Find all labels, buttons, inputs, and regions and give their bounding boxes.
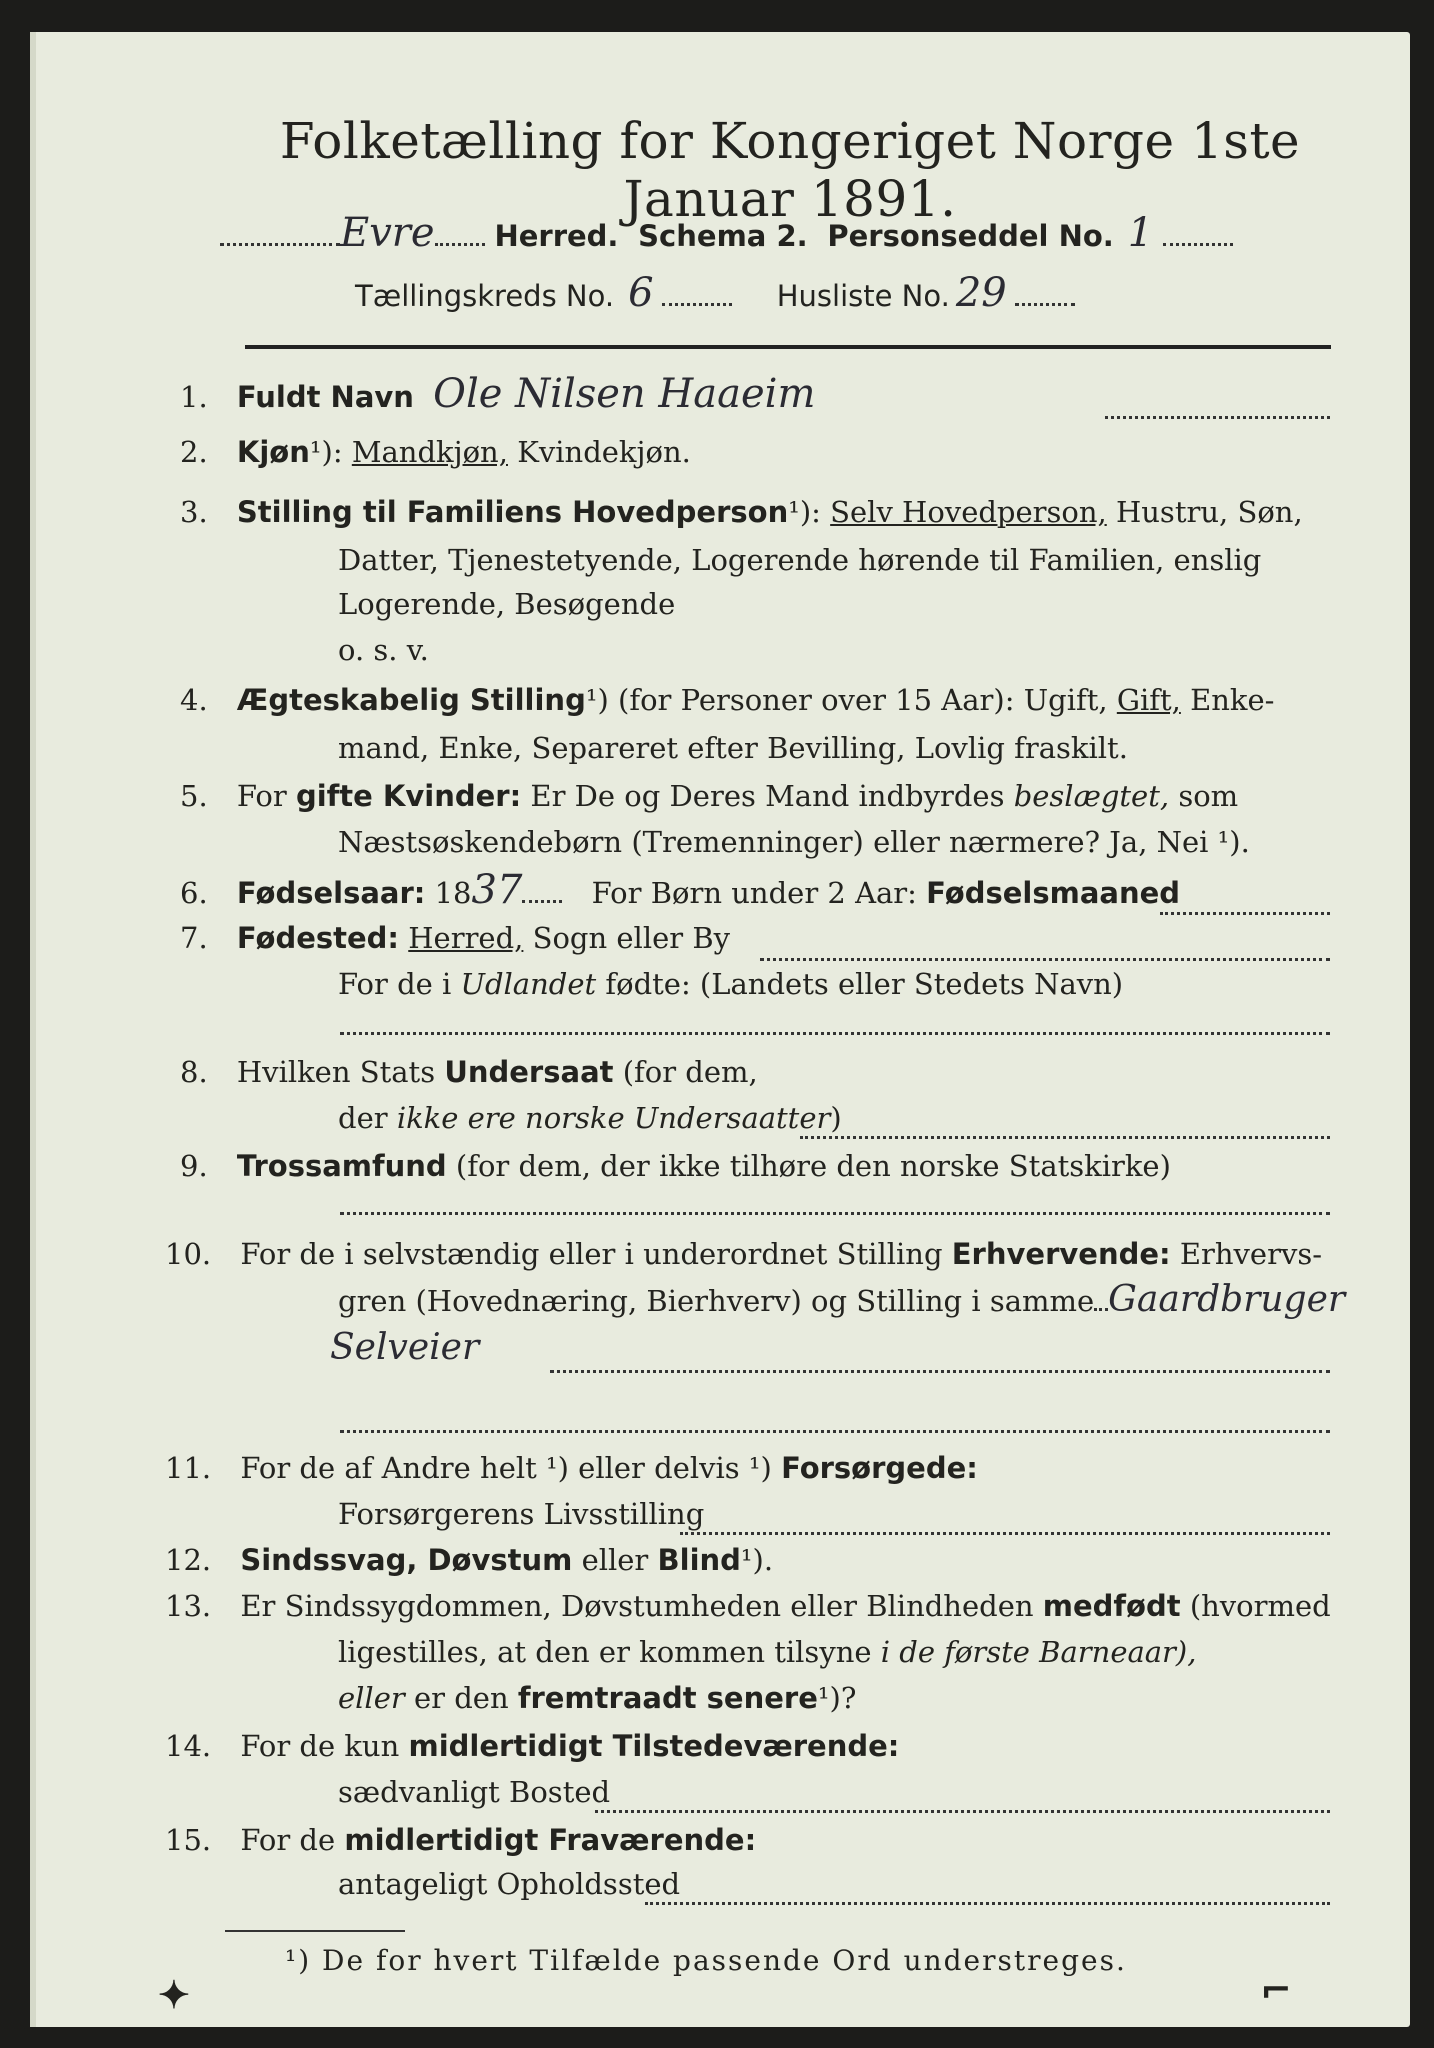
q8-pre: Hvilken Stats — [236, 1055, 436, 1089]
q13-line2a: ligestilles, at den er kommen tilsyne — [338, 1635, 872, 1669]
question-6 — [180, 868, 1180, 915]
q5-pre: For — [236, 779, 287, 813]
question-2 — [180, 430, 691, 474]
question-1 — [180, 372, 815, 419]
q8-post: (for dem, — [622, 1055, 758, 1089]
q7-number: 7. — [180, 921, 208, 955]
question-3 — [180, 490, 1303, 534]
q9-number: 9. — [180, 1149, 208, 1183]
personseddel-label: Personseddel No. — [827, 219, 1114, 253]
q1-label: Fuldt Navn — [236, 380, 414, 414]
q4-post: Enke- — [1190, 683, 1275, 717]
q4-pre: (for Personer over 15 Aar): Ugift, — [618, 683, 1108, 717]
q2-option-kvindekjon: Kvindekjøn. — [517, 435, 691, 469]
q5-line2: Næstsøskendebørn (Tremenninger) eller nærmere? Ja, Nei ¹). — [338, 825, 1250, 859]
footnote: ¹) De for hvert Tilfælde passende Ord understreges. — [285, 1944, 1127, 1977]
q12-number: 12. — [165, 1543, 212, 1577]
q5-text: Er De og Deres Mand indbyrdes — [530, 779, 1005, 813]
schema-label: Schema 2. — [638, 219, 808, 253]
q13-line3c: ¹)? — [817, 1681, 857, 1715]
q3-line3: Logerende, Besøgende — [338, 587, 676, 621]
q7-fill-line — [760, 958, 1330, 961]
q7-line2-italic: Udlandet — [460, 967, 597, 1001]
q8-line2: der ikke ere norske Undersaatter) — [338, 1101, 842, 1135]
q10-line2 — [338, 1278, 1345, 1323]
page-edge — [30, 32, 36, 2027]
form-title: Folketælling for Kongeriget Norge 1ste Januar 1891. — [279, 112, 1301, 228]
q10-line2-text: gren (Hovednæring, Bierhverv) og Stilling i samme — [338, 1284, 1095, 1318]
husliste-value: 29 — [955, 270, 1007, 316]
q8-line2a: der — [338, 1101, 388, 1135]
q10-value-selveier: Selveier — [330, 1327, 480, 1368]
q13-line3-italic: eller — [338, 1681, 405, 1715]
q13-pre: Er Sindssygdommen, Døvstumheden eller Blindheden — [240, 1589, 1034, 1623]
q4-number: 4. — [180, 683, 208, 717]
q8-number: 8. — [180, 1055, 208, 1089]
q9-fill-line — [340, 1212, 1330, 1215]
q13-label: medfødt — [1042, 1589, 1181, 1623]
kreds-label: Tællingskreds No. — [355, 279, 615, 313]
q6-mid: For Børn under 2 Aar: — [591, 876, 917, 910]
header-rule — [245, 345, 1331, 349]
q2-number: 2. — [180, 435, 208, 469]
q8-fill-line — [800, 1136, 1330, 1139]
q12-label2: Blind — [657, 1543, 741, 1577]
q3-line2: Datter, Tjenestetyende, Logerende hørende til Familien, enslig — [338, 543, 1262, 577]
q3-label: Stilling til Familiens Hovedperson — [236, 495, 789, 529]
q10-label: Erhvervende: — [951, 1237, 1171, 1271]
q11-label: Forsørgede: — [781, 1451, 978, 1485]
question-9 — [180, 1144, 1171, 1188]
corner-mark-right: ⌐ — [1260, 1967, 1292, 2012]
q8-label: Undersaat — [444, 1055, 614, 1089]
q13-line3a: er den — [413, 1681, 509, 1715]
q10-fill-line2 — [340, 1430, 1330, 1433]
q11-number: 11. — [165, 1451, 212, 1485]
q6-label: Fødselsaar: — [236, 876, 426, 910]
q15-number: 15. — [165, 1823, 212, 1857]
q7-label: Fødested: — [236, 921, 400, 955]
q10-post: Erhvervs- — [1179, 1237, 1323, 1271]
q5-label: gifte Kvinder: — [295, 779, 522, 813]
herred-row — [220, 210, 1233, 256]
q5-post: som — [1178, 779, 1239, 813]
q14-label: midlertidigt Tilstedeværende: — [408, 1729, 900, 1763]
question-4 — [180, 678, 1274, 722]
footnote-rule — [225, 1930, 405, 1932]
q7-option-herred: Herred, — [408, 921, 524, 955]
q6-number: 6. — [180, 876, 208, 910]
question-11 — [165, 1446, 978, 1490]
q13-line3 — [338, 1676, 856, 1720]
q15-fill-line — [645, 1902, 1330, 1905]
q14-pre: For de kun — [240, 1729, 400, 1763]
question-14 — [165, 1724, 899, 1768]
q14-line2: sædvanligt Bosted — [338, 1775, 611, 1809]
q7-line2b: fødte: (Landets eller Stedets Navn) — [605, 967, 1124, 1001]
q15-line2: antageligt Opholdssted — [338, 1867, 681, 1901]
q6-year-value: 37 — [471, 867, 523, 913]
q14-number: 14. — [165, 1729, 212, 1763]
husliste-label: Husliste No. — [776, 279, 950, 313]
q3-line4: o. s. v. — [338, 633, 429, 667]
q3-options-rest: Hustru, Søn, — [1115, 495, 1303, 529]
q1-name-value: Ole Nilsen Haaeim — [433, 371, 816, 417]
q10-line3 — [330, 1326, 479, 1371]
q7-line2 — [338, 962, 1123, 1006]
q14-fill-line — [595, 1810, 1330, 1813]
question-7 — [180, 916, 730, 960]
q11-line2: Forsørgerens Livsstilling — [338, 1497, 705, 1531]
q13-post: (hvormed — [1189, 1589, 1331, 1623]
q7-rest: Sogn eller By — [532, 921, 731, 955]
q10-fill-line — [550, 1370, 1330, 1373]
q12-mid: eller — [581, 1543, 649, 1577]
q6-fill-line — [1160, 912, 1330, 915]
question-15 — [165, 1818, 756, 1862]
q10-pre: For de i selvstændig eller i underordnet Stilling — [240, 1237, 943, 1271]
q3-sup: ¹): — [788, 495, 821, 529]
q13-number: 13. — [165, 1589, 212, 1623]
herred-value: Evre — [340, 210, 435, 256]
herred-label: Herred. — [494, 219, 619, 253]
q3-option-selv-hovedperson: Selv Hovedperson, — [830, 495, 1107, 529]
q6-label2: Fødselsmaaned — [926, 876, 1181, 910]
q13-line3-bold: fremtraadt senere — [517, 1681, 818, 1715]
q5-italic: beslægtet, — [1013, 779, 1170, 813]
q4-sup: ¹) — [585, 683, 609, 717]
q9-text: (for dem, der ikke tilhøre den norske Statskirke) — [455, 1149, 1171, 1183]
q10-value-gaardbruger: Gaardbruger — [1108, 1279, 1346, 1320]
question-5 — [180, 774, 1238, 818]
q7-fill-line2 — [340, 1032, 1330, 1035]
q2-label: Kjøn — [236, 435, 310, 469]
q11-pre: For de af Andre helt ¹) eller delvis ¹) — [240, 1451, 772, 1485]
q6-year-prefix: 18 — [434, 876, 472, 910]
q13-line2-italic: i de første Barneaar), — [880, 1635, 1197, 1669]
q12-label: Sindssvag, Døvstum — [240, 1543, 573, 1577]
q4-option-gift: Gift, — [1116, 683, 1181, 717]
q4-label: Ægteskabelig Stilling — [236, 683, 586, 717]
kreds-row — [355, 270, 1075, 316]
q8-line2-italic: ikke ere norske Undersaatter — [396, 1101, 831, 1135]
question-8 — [180, 1050, 758, 1094]
q4-line2: mand, Enke, Separeret efter Bevilling, Lovlig fraskilt. — [338, 731, 1128, 765]
q15-pre: For de — [240, 1823, 336, 1857]
q1-fill-line — [1105, 416, 1330, 419]
question-12 — [165, 1538, 773, 1582]
question-13 — [165, 1584, 1331, 1628]
question-10 — [165, 1232, 1322, 1276]
q7-line2a: For de i — [338, 967, 452, 1001]
q9-label: Trossamfund — [236, 1149, 447, 1183]
q5-number: 5. — [180, 779, 208, 813]
q11-fill-line — [680, 1532, 1330, 1535]
census-form-page — [30, 32, 1410, 2027]
q2-option-mandkjon: Mandkjøn, — [351, 435, 508, 469]
kreds-value: 6 — [628, 270, 654, 316]
q10-number: 10. — [165, 1237, 212, 1271]
q13-line2 — [338, 1630, 1196, 1674]
q1-number: 1. — [180, 380, 208, 414]
q2-sup: ¹): — [309, 435, 343, 469]
corner-mark-left: ✦ — [158, 1972, 190, 2017]
q12-post: ¹). — [740, 1543, 774, 1577]
q15-label: midlertidigt Fraværende: — [344, 1823, 757, 1857]
personseddel-value: 1 — [1127, 210, 1154, 256]
q3-number: 3. — [180, 495, 208, 529]
